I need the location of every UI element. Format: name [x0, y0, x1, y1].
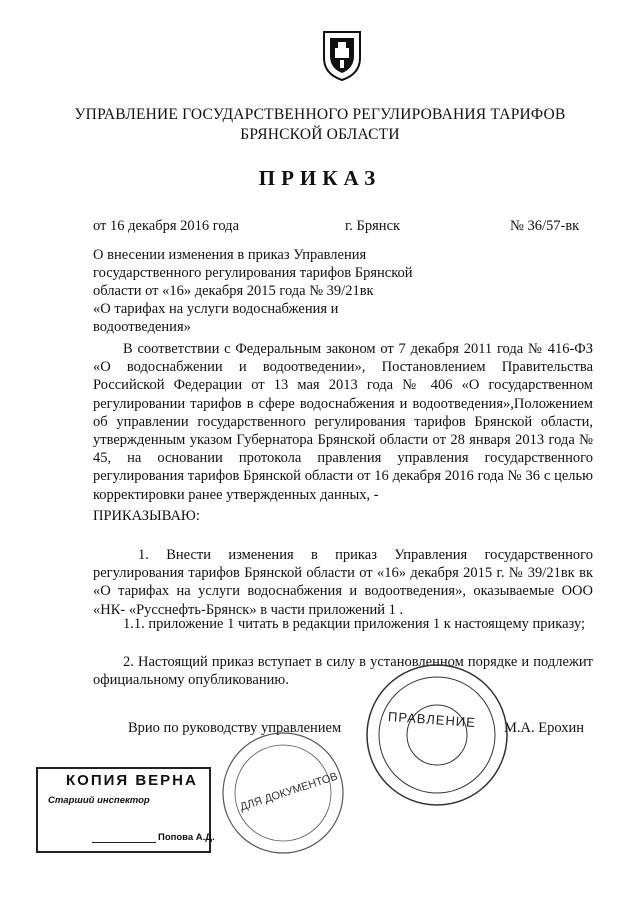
documents-stamp-text: ДЛЯ ДОКУМЕНТОВ	[238, 770, 340, 814]
order-item-1: 1. Внести изменения в приказ Управления государственного регулирования тарифов Брянской области от «16» декабря 2015 г. № 39/21вк вк «О тарифах на услуги водоснабжения и водоотведения», оказываемые ООО «НК- «Русснефть-Брянск» в части приложений 1 .	[93, 547, 593, 618]
order-item-2: 2. Настоящий приказ вступает в силу в установленном порядке и подлежит официальному опубликованию.	[93, 654, 593, 689]
copy-stamp-role: Старший инспектор	[48, 795, 150, 806]
order-city: г. Брянск	[345, 218, 401, 234]
seal-text: ПРАВЛЕНИЕ	[387, 708, 477, 731]
order-date: от 16 декабря 2016 года	[93, 218, 239, 234]
copy-stamp-title: КОПИЯ ВЕРНА	[66, 772, 198, 789]
subject-line: О внесении изменения в приказ Управления	[93, 247, 367, 263]
document-title: ПРИКАЗ	[258, 166, 382, 190]
subject-line: государственного регулирования тарифов Брянской	[93, 265, 413, 281]
agency-name-line1: УПРАВЛЕНИЕ ГОСУДАРСТВЕННОГО РЕГУЛИРОВАНИЯ ТАРИФОВ	[74, 106, 566, 123]
subject-line: водоотведения»	[93, 319, 191, 335]
copy-stamp-name: Попова А.Д.	[158, 832, 215, 843]
subject-line: области от «16» декабря 2015 года № 39/21вк	[93, 283, 374, 299]
agency-name-line2: БРЯНСКОЙ ОБЛАСТИ	[240, 126, 400, 143]
subject-line: «О тарифах на услуги водоснабжения и	[93, 301, 339, 317]
signatory-name: М.А. Ерохин	[504, 720, 585, 736]
order-number: № 36/57-вк	[510, 218, 580, 234]
copy-stamp-signature-line	[92, 842, 156, 843]
order-word: ПРИКАЗЫВАЮ:	[93, 508, 200, 524]
coat-of-arms-icon	[320, 28, 364, 82]
official-seal	[362, 660, 512, 810]
order-subject	[93, 246, 453, 336]
signatory-position: Врио по руководству управлением	[128, 720, 342, 736]
preamble-paragraph: В соответствии с Федеральным законом от 7 декабря 2011 года № 416-ФЗ «О водоснабжении и водоотведении», Постановлением Правительства Российской Федерации от 13 мая 2013 года № 406 «О государственном регулировании тарифов в сфере водоснабжения и водоотведения»,Положением об управлении государственного регулирования тарифов Брянской области, утвержденным указом Губернатора Брянской области от 28 января 2013 года № 45, на основании протокола правления управления государственного регулирования тарифов Брянской области от 16 декабря 2016 года № 36 с целью корректировки ранее утвержденных данных, -	[93, 341, 593, 503]
order-item-1-1: 1.1. приложение 1 читать в редакции приложения 1 к настоящему приказу;	[123, 616, 586, 632]
